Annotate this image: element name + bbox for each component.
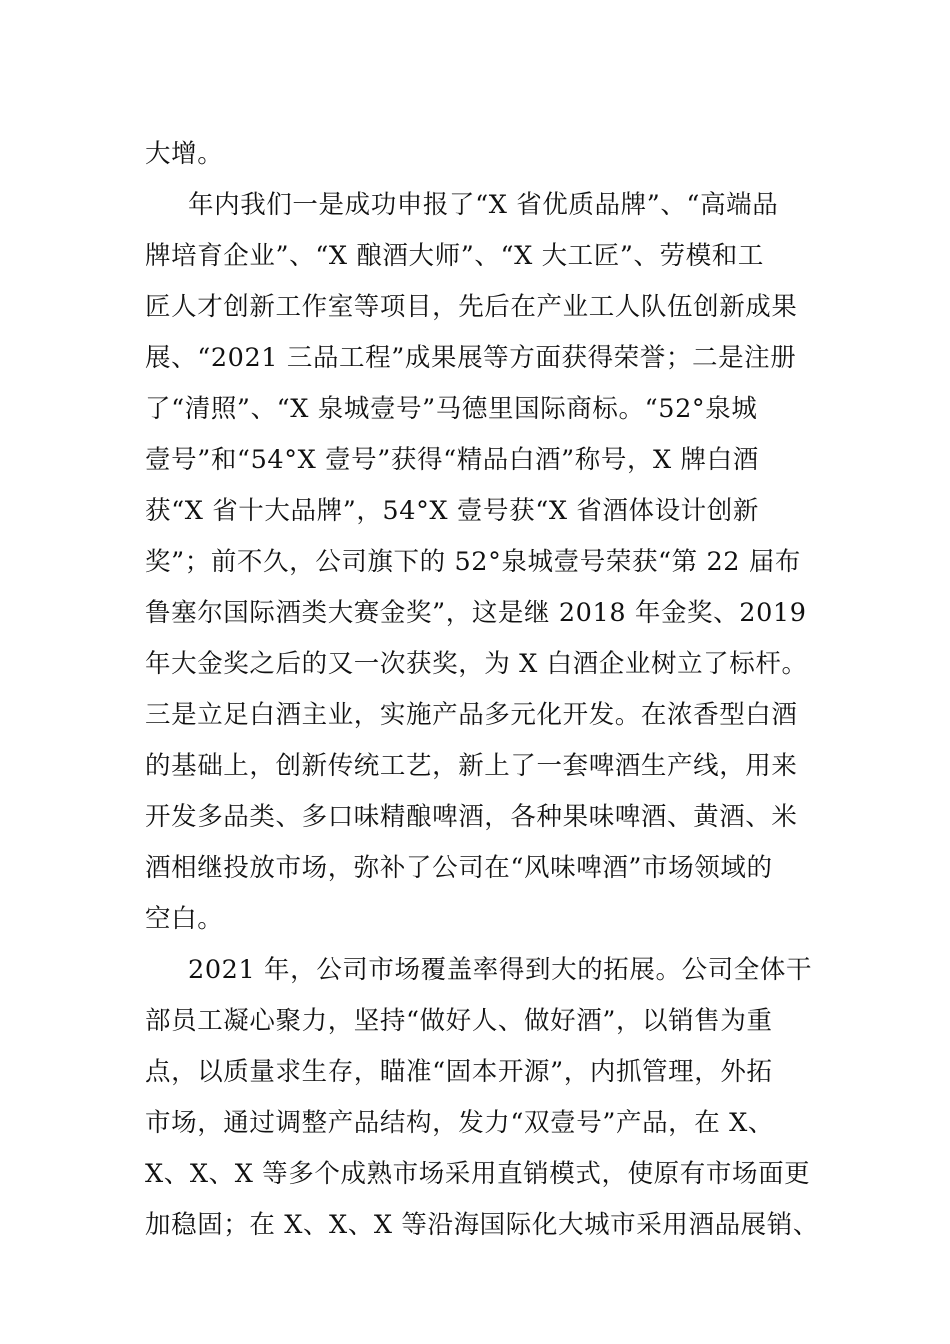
text-line: 酒相继投放市场，弥补了公司在“风味啤酒”市场领域的: [145, 853, 773, 883]
text-line: 获“X 省十大品牌”，54°X 壹号获“X 省酒体设计创新: [145, 496, 759, 526]
text-line: 大增。: [145, 139, 224, 169]
text-line: 奖”；前不久，公司旗下的 52°泉城壹号荣获“第 22 届布: [145, 547, 802, 577]
document-body: [145, 129, 819, 1251]
text-line: 匠人才创新工作室等项目，先后在产业工人队伍创新成果: [145, 292, 798, 322]
paragraph-first-line: 年内我们一是成功申报了“X 省优质品牌”、“高端品: [188, 190, 779, 220]
text-line: 牌培育企业”、“X 酿酒大师”、“X 大工匠”、劳模和工: [145, 241, 765, 271]
text-line: 鲁塞尔国际酒类大赛金奖”，这是继 2018 年金奖、2019: [145, 598, 807, 628]
text-line: 市场，通过调整产品结构，发力“双壹号”产品，在 X、: [145, 1108, 774, 1138]
text-line: 空白。: [145, 904, 224, 934]
paragraph-first-line: 2021 年，公司市场覆盖率得到大的拓展。公司全体干: [188, 955, 813, 985]
text-line: 了“清照”、“X 泉城壹号”马德里国际商标。“52°泉城: [145, 394, 758, 424]
text-line: 展、“2021 三品工程”成果展等方面获得荣誉；二是注册: [145, 343, 797, 373]
text-line: X、X、X 等多个成熟市场采用直销模式，使原有市场面更: [145, 1159, 811, 1189]
text-line: 加稳固；在 X、X、X 等沿海国际化大城市采用酒品展销、: [145, 1210, 819, 1240]
text-line: 的基础上，创新传统工艺，新上了一套啤酒生产线，用来: [145, 751, 798, 781]
text-line: 点，以质量求生存，瞄准“固本开源”，内抓管理，外拓: [145, 1057, 773, 1087]
text-line: 年大金奖之后的又一次获奖，为 X 白酒企业树立了标杆。: [145, 649, 808, 679]
text-line: 部员工凝心聚力，坚持“做好人、做好酒”，以销售为重: [145, 1006, 773, 1036]
text-line: 三是立足白酒主业，实施产品多元化开发。在浓香型白酒: [145, 700, 798, 730]
text-line: 壹号”和“54°X 壹号”获得“精品白酒”称号，X 牌白酒: [145, 445, 759, 475]
text-line: 开发多品类、多口味精酿啤酒，各种果味啤酒、黄酒、米: [145, 802, 798, 832]
